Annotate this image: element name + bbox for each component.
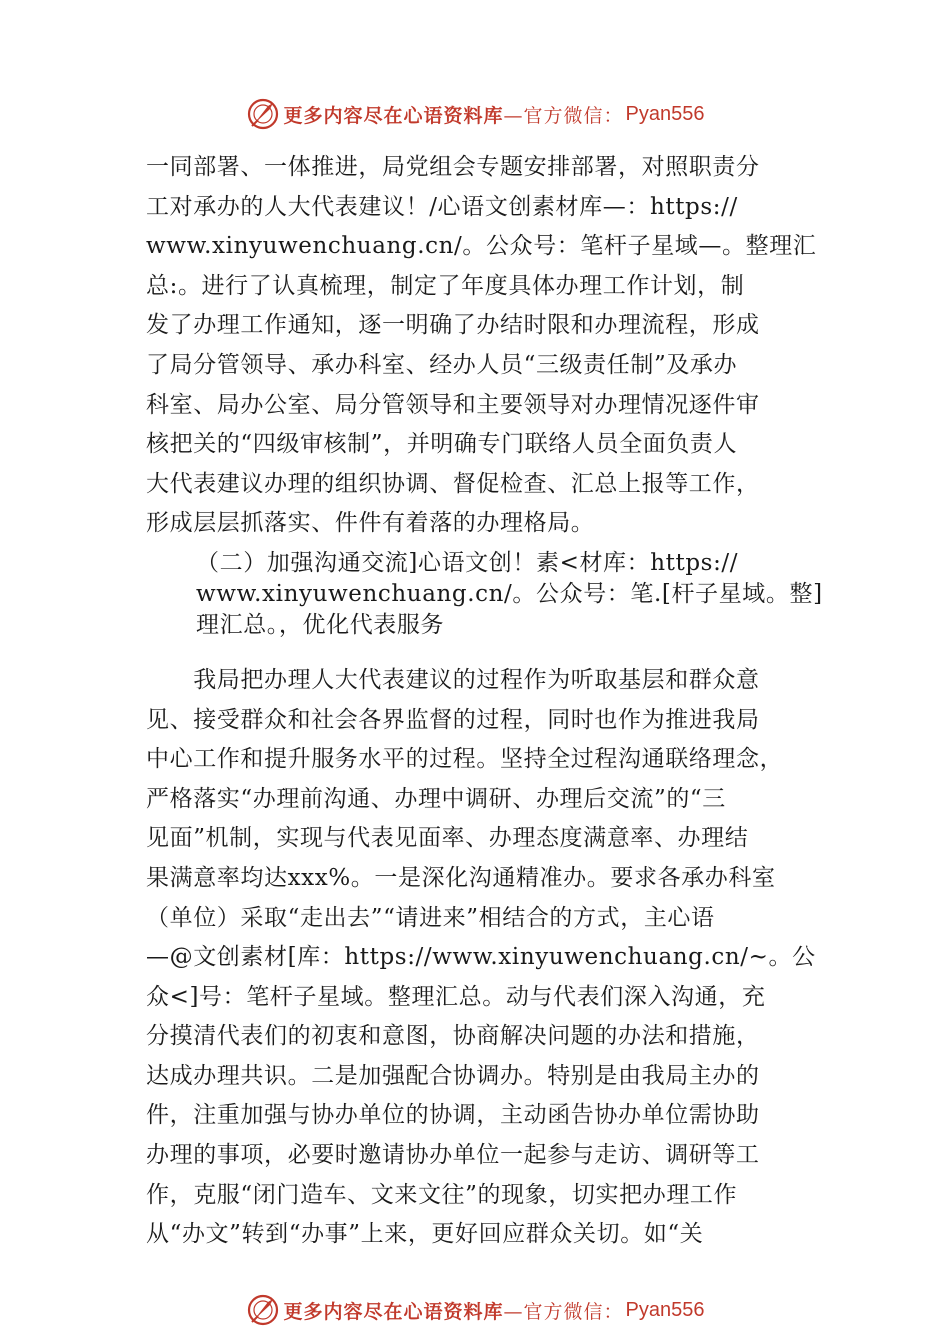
footer-banner bbox=[0, 1290, 950, 1330]
quill-logo-icon bbox=[246, 97, 280, 131]
text-line: 中心工作和提升服务水平的过程。坚持全过程沟通联络理念， bbox=[146, 746, 784, 773]
text-line: （单位）采取“走出去”“请进来”相结合的方式，主心语 bbox=[146, 904, 715, 931]
heading-line: www.xinyuwenchuang.cn/。公众号：笔.[杆子星域。整] bbox=[196, 580, 823, 607]
text-line: 核把关的“四级审核制”，并明确专门联络人员全面负责人 bbox=[146, 431, 738, 458]
text-line: 从“办文”转到“办事”上来，更好回应群众关切。如“关 bbox=[146, 1221, 704, 1248]
quill-logo-icon bbox=[246, 1293, 280, 1327]
paragraph-spacer bbox=[146, 641, 826, 661]
banner-wechat-id: Pyan556 bbox=[625, 1298, 705, 1321]
text-line: 见面”机制，实现与代表见面率、办理态度满意率、办理结 bbox=[146, 825, 749, 852]
document-body bbox=[146, 148, 826, 1255]
banner-title: 更多内容尽在心语资料库 bbox=[283, 1300, 504, 1323]
heading-line: （二）加强沟通交流]心语文创！素<材库：https:// bbox=[196, 549, 739, 576]
paragraph-2 bbox=[146, 661, 826, 1255]
text-line: 大代表建议办理的组织协调、督促检查、汇总上报等工作， bbox=[146, 470, 760, 497]
text-line: 一同部署、一体推进，局党组会专题安排部署，对照职责分 bbox=[146, 154, 760, 180]
text-line: 办理的事项，必要时邀请协办单位一起参与走访、调研等工 bbox=[146, 1142, 760, 1169]
banner-wechat-label: —官方微信： bbox=[503, 1300, 624, 1323]
text-line: 见、接受群众和社会各界监督的过程，同时也作为推进我局 bbox=[146, 706, 760, 733]
heading-line: 理汇总。，优化代表服务 bbox=[196, 611, 445, 638]
text-line: 了局分管领导、承办科室、经办人员“三级责任制”及承办 bbox=[146, 351, 738, 378]
text-line: 形成层层抓落实、件件有着落的办理格局。 bbox=[146, 510, 595, 537]
text-line: 件，注重加强与协办单位的协调，主动函告协办单位需协助 bbox=[146, 1102, 760, 1129]
text-line: 工对承办的人大代表建议！/心语文创素材库—：https:// bbox=[146, 193, 738, 220]
text-line: 发了办理工作通知，逐一明确了办结时限和办理流程，形成 bbox=[146, 312, 760, 339]
text-line: —@文创素材[库：https://www.xinyuwenchuang.cn/~。公 bbox=[146, 944, 816, 971]
banner-title: 更多内容尽在心语资料库 bbox=[283, 104, 504, 127]
text-line: 科室、局办公室、局分管领导和主要领导对办理情况逐件审 bbox=[146, 391, 760, 418]
banner-wechat-label: —官方微信： bbox=[503, 104, 624, 127]
banner-wechat-id: Pyan556 bbox=[625, 102, 705, 125]
text-line: 严格落实“办理前沟通、办理中调研、办理后交流”的“三 bbox=[146, 785, 726, 812]
text-line: 总:。进行了认真梳理，制定了年度具体办理工作计划，制 bbox=[146, 272, 745, 299]
section-heading bbox=[146, 548, 826, 641]
text-line: www.xinyuwenchuang.cn/。公众号：笔杆子星域—。整理汇 bbox=[146, 233, 817, 260]
text-line: 我局把办理人大代表建议的过程作为听取基层和群众意 bbox=[146, 666, 760, 693]
text-line: 分摸清代表们的初衷和意图，协商解决问题的办法和措施， bbox=[146, 1023, 760, 1050]
text-line: 作，克服“闭门造车、文来文往”的现象，切实把办理工作 bbox=[146, 1181, 738, 1208]
text-line: 达成办理共识。二是加强配合协调办。特别是由我局主办的 bbox=[146, 1062, 760, 1089]
text-line: 果满意率均达xxx%。一是深化沟通精准办。要求各承办科室 bbox=[146, 864, 776, 891]
header-banner bbox=[0, 94, 950, 134]
text-line: 众<]号：笔杆子星域。整理汇总。动与代表们深入沟通，充 bbox=[146, 983, 766, 1010]
paragraph-1 bbox=[146, 148, 826, 544]
